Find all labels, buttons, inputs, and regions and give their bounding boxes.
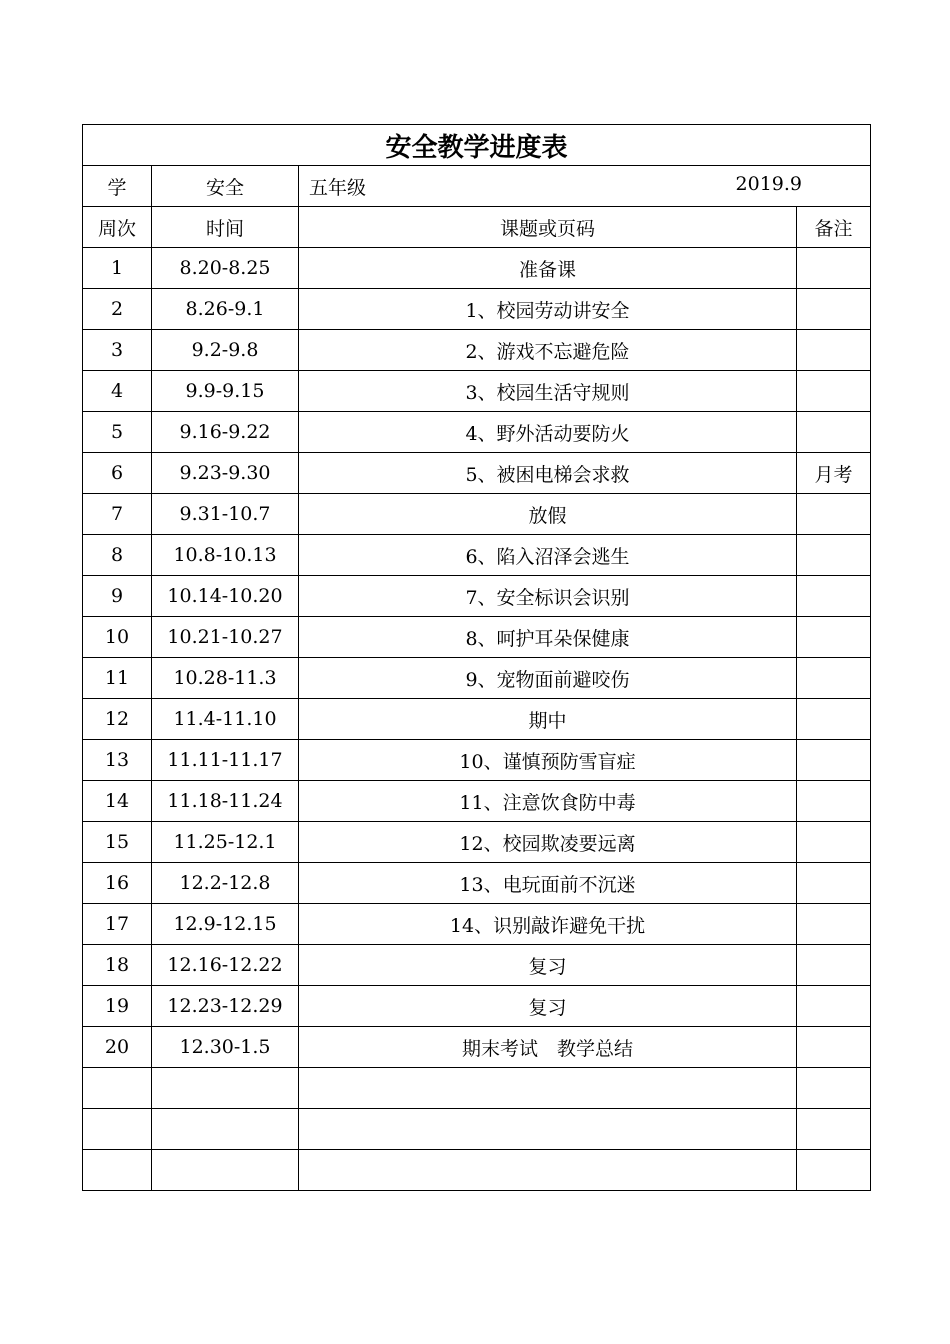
time-cell: 9.23-9.30	[152, 453, 299, 494]
table-row	[83, 904, 871, 945]
note-cell	[797, 412, 871, 453]
date-value: 2019.9	[735, 172, 803, 195]
header-week: 周次	[83, 207, 152, 248]
time-cell: 10.28-11.3	[152, 658, 299, 699]
table-row	[83, 986, 871, 1027]
topic-cell: 12、校园欺凌要远离	[299, 822, 797, 863]
note-cell	[797, 371, 871, 412]
subject-value: 安全	[152, 166, 299, 207]
time-cell: 10.14-10.20	[152, 576, 299, 617]
time-cell: 11.18-11.24	[152, 781, 299, 822]
time-cell: 9.9-9.15	[152, 371, 299, 412]
week-cell: 2	[83, 289, 152, 330]
week-cell: 16	[83, 863, 152, 904]
note-cell	[797, 617, 871, 658]
note-cell	[797, 494, 871, 535]
schedule-sheet	[82, 124, 870, 1191]
week-cell: 11	[83, 658, 152, 699]
time-cell: 11.4-11.10	[152, 699, 299, 740]
grade-date-cell	[299, 166, 871, 207]
week-cell: 10	[83, 617, 152, 658]
table-row	[83, 1027, 871, 1068]
note-cell	[797, 248, 871, 289]
note-cell	[797, 1150, 871, 1191]
time-cell: 9.16-9.22	[152, 412, 299, 453]
week-cell: 19	[83, 986, 152, 1027]
topic-cell: 5、被困电梯会求救	[299, 453, 797, 494]
week-cell: 14	[83, 781, 152, 822]
title-row	[83, 125, 871, 166]
note-cell: 月考	[797, 453, 871, 494]
table-row	[83, 494, 871, 535]
week-cell: 1	[83, 248, 152, 289]
week-cell	[83, 1150, 152, 1191]
note-cell	[797, 904, 871, 945]
topic-cell: 14、识别敲诈避免干扰	[299, 904, 797, 945]
week-cell: 8	[83, 535, 152, 576]
topic-cell	[299, 1150, 797, 1191]
table-row	[83, 1150, 871, 1191]
info-row	[83, 166, 871, 207]
topic-cell: 放假	[299, 494, 797, 535]
table-row	[83, 453, 871, 494]
week-cell: 5	[83, 412, 152, 453]
note-cell	[797, 1068, 871, 1109]
table-row	[83, 1068, 871, 1109]
table-row	[83, 658, 871, 699]
time-cell: 11.25-12.1	[152, 822, 299, 863]
time-cell: 12.9-12.15	[152, 904, 299, 945]
time-cell: 12.16-12.22	[152, 945, 299, 986]
table-row	[83, 822, 871, 863]
topic-cell: 3、校园生活守规则	[299, 371, 797, 412]
note-cell	[797, 781, 871, 822]
table-row	[83, 699, 871, 740]
time-cell: 10.21-10.27	[152, 617, 299, 658]
time-cell: 10.8-10.13	[152, 535, 299, 576]
week-cell: 17	[83, 904, 152, 945]
topic-cell: 4、野外活动要防火	[299, 412, 797, 453]
note-cell	[797, 535, 871, 576]
time-cell: 8.26-9.1	[152, 289, 299, 330]
week-cell: 4	[83, 371, 152, 412]
week-cell: 12	[83, 699, 152, 740]
topic-cell: 7、安全标识会识别	[299, 576, 797, 617]
header-row	[83, 207, 871, 248]
week-cell: 6	[83, 453, 152, 494]
week-cell	[83, 1109, 152, 1150]
table-row	[83, 781, 871, 822]
topic-cell: 复习	[299, 986, 797, 1027]
note-cell	[797, 658, 871, 699]
topic-cell: 6、陷入沼泽会逃生	[299, 535, 797, 576]
table-row	[83, 412, 871, 453]
note-cell	[797, 576, 871, 617]
note-cell	[797, 330, 871, 371]
header-note: 备注	[797, 207, 871, 248]
table-row	[83, 330, 871, 371]
table-row	[83, 740, 871, 781]
note-cell	[797, 1027, 871, 1068]
time-cell	[152, 1068, 299, 1109]
note-cell	[797, 863, 871, 904]
note-cell	[797, 822, 871, 863]
table-row	[83, 863, 871, 904]
week-cell	[83, 1068, 152, 1109]
topic-cell: 准备课	[299, 248, 797, 289]
grade-value: 五年级	[309, 176, 367, 199]
topic-cell: 13、电玩面前不沉迷	[299, 863, 797, 904]
week-cell: 7	[83, 494, 152, 535]
note-cell	[797, 289, 871, 330]
subject-label: 学	[83, 166, 152, 207]
topic-cell: 期中	[299, 699, 797, 740]
week-cell: 13	[83, 740, 152, 781]
week-cell: 20	[83, 1027, 152, 1068]
topic-cell: 11、注意饮食防中毒	[299, 781, 797, 822]
week-cell: 9	[83, 576, 152, 617]
table-row	[83, 576, 871, 617]
note-cell	[797, 1109, 871, 1150]
header-time: 时间	[152, 207, 299, 248]
note-cell	[797, 699, 871, 740]
topic-cell	[299, 1068, 797, 1109]
table-row	[83, 1109, 871, 1150]
table-row	[83, 945, 871, 986]
time-cell: 9.2-9.8	[152, 330, 299, 371]
time-cell: 12.30-1.5	[152, 1027, 299, 1068]
table-row	[83, 248, 871, 289]
topic-cell: 1、校园劳动讲安全	[299, 289, 797, 330]
topic-cell: 期末考试 教学总结	[299, 1027, 797, 1068]
time-cell: 8.20-8.25	[152, 248, 299, 289]
topic-cell: 复习	[299, 945, 797, 986]
time-cell: 12.23-12.29	[152, 986, 299, 1027]
topic-cell	[299, 1109, 797, 1150]
topic-cell: 8、呵护耳朵保健康	[299, 617, 797, 658]
note-cell	[797, 986, 871, 1027]
topic-cell: 2、游戏不忘避危险	[299, 330, 797, 371]
table-row	[83, 289, 871, 330]
time-cell: 12.2-12.8	[152, 863, 299, 904]
header-topic: 课题或页码	[299, 207, 797, 248]
time-cell: 9.31-10.7	[152, 494, 299, 535]
time-cell	[152, 1150, 299, 1191]
week-cell: 18	[83, 945, 152, 986]
topic-cell: 9、宠物面前避咬伤	[299, 658, 797, 699]
time-cell	[152, 1109, 299, 1150]
table-row	[83, 535, 871, 576]
time-cell: 11.11-11.17	[152, 740, 299, 781]
note-cell	[797, 945, 871, 986]
schedule-table	[82, 124, 871, 1191]
topic-cell: 10、谨慎预防雪盲症	[299, 740, 797, 781]
table-row	[83, 617, 871, 658]
page-title: 安全教学进度表	[83, 125, 871, 166]
week-cell: 3	[83, 330, 152, 371]
week-cell: 15	[83, 822, 152, 863]
table-row	[83, 371, 871, 412]
note-cell	[797, 740, 871, 781]
